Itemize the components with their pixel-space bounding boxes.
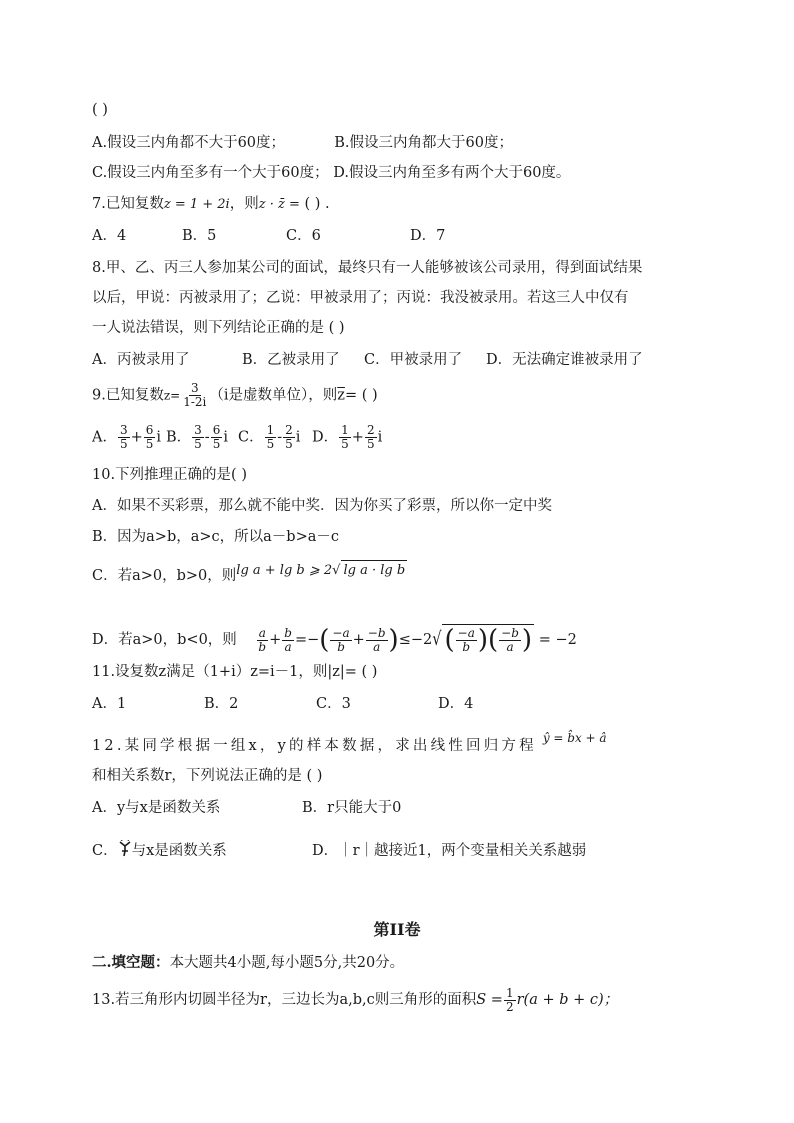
q7-options: [92, 226, 445, 246]
q9-option-b: [166, 424, 238, 451]
q8-option-a: A．丙被录用了: [92, 352, 190, 368]
q8-options: [92, 350, 643, 370]
q9-option-numerator: 1: [341, 423, 349, 437]
fill-in-heading-label: 二.填空题：: [92, 954, 170, 971]
q6-option-a: A.假设三内角都不大于60度；: [92, 135, 286, 151]
q9-stem-text: 9.已知复数: [92, 387, 164, 404]
q12-line1: [92, 731, 607, 756]
q9-option-numerator: 3: [194, 423, 202, 437]
q9-option-numerator: 2: [366, 423, 375, 437]
q7-stem-text: 7.已知复数: [92, 196, 164, 212]
q12-options-row2: [92, 840, 586, 861]
q11-option-c: C．3: [316, 696, 351, 712]
q10-option-a: A．如果不买彩票，那么就不能中奖．因为你买了彩票，所以你一定中奖: [92, 498, 552, 514]
q13-area-formula: r(a + b + c)；: [516, 992, 619, 1008]
q9-option-label: B．: [166, 429, 192, 446]
q8-line1: 8.甲、乙、丙三人参加某公司的面试，最终只有一人能够被该公司录用，得到面试结果: [92, 260, 643, 276]
q10-option-c-radicand: lg a · lg b: [341, 560, 407, 581]
q6-options-row1: [92, 133, 513, 153]
q6-option-b: B.假设三内角都大于60度；: [334, 135, 513, 151]
q9-option-label: C．: [238, 429, 264, 446]
q11-option-d: D．4: [438, 696, 474, 712]
q9-option-imaginary-unit: i: [295, 429, 301, 446]
q9-option-operator: -: [204, 429, 210, 446]
q10-option-c-text: C．若a>0，b>0，则: [92, 568, 237, 584]
q12-option-d: D．｜r｜越接近1，两个变量相关关系越弱: [312, 843, 587, 859]
q8-line3: 一人说法错误，则下列结论正确的是 ( ): [92, 320, 345, 336]
q9-fraction: [181, 382, 208, 409]
q10-option-b: B．因为a>b，a>c，所以a－b>a－c: [92, 529, 339, 545]
q10-option-d: [92, 624, 577, 654]
q9-option-c: [238, 424, 312, 451]
q12-regression-equation: ŷ = b̂x + â: [542, 731, 607, 745]
q9-z-eq: z=: [163, 388, 181, 403]
q12-options-row1: [92, 798, 401, 818]
q9-option-numerator: 2: [285, 423, 293, 437]
q9-option-denominator: 5: [341, 437, 349, 451]
q9-option-operator: +: [351, 429, 364, 446]
q9-stem-mid: （i是虚数单位），则: [209, 387, 338, 404]
q9-option-imaginary-unit: i: [156, 429, 162, 446]
q9-answer-paren: = ( ): [344, 387, 378, 404]
q11-stem: 11.设复数z满足（1+i）z=i－1，则|z|= ( ): [92, 664, 378, 680]
q11-option-a: A．1: [92, 696, 127, 712]
q9-stem: [92, 382, 378, 409]
q12-stem-text: 12.某同学根据一组x，y的样本数据，求出线性回归方程: [92, 738, 537, 754]
q9-option-operator: +: [130, 429, 143, 446]
q10-option-d-tail: = −2: [538, 632, 577, 648]
fill-in-heading-text: 本大题共4小题,每小题5分,共20分。: [169, 955, 405, 971]
q8-option-d: D．无法确定谁被录用了: [486, 352, 643, 368]
q7-option-d: D．7: [410, 228, 446, 244]
q8-line2: 以后，甲说：丙被录用了；乙说：甲被录用了；丙说：我没被录用。若这三人中仅有: [92, 290, 629, 306]
q9-option-denominator: 5: [194, 437, 202, 451]
q12-option-c-label: C．: [92, 843, 118, 859]
q13-stem: [92, 985, 618, 1015]
q10-option-c-math: lg a + lg b ⩾ 2: [236, 563, 333, 578]
q7-option-b: B．5: [182, 228, 217, 244]
q13-half-denominator: 2: [505, 999, 514, 1014]
q6-answer-paren: ( ): [92, 102, 108, 118]
q9-option-a: [92, 424, 166, 451]
q9-option-label: D．: [312, 429, 339, 446]
sqrt-sign-icon: √: [332, 563, 341, 578]
q7-option-a: A．4: [92, 228, 127, 244]
q9-option-label: A．: [92, 429, 117, 446]
q7-answer-paren: ( ) .: [304, 196, 330, 212]
q10-stem: 10.下列推理正确的是( ): [92, 467, 247, 483]
q12-option-a: A．y与x是函数关系: [92, 800, 221, 816]
q9-option-imaginary-unit: i: [223, 429, 228, 446]
q7-stem-mid: ，则: [229, 196, 259, 212]
q9-option-imaginary-unit: i: [377, 429, 383, 446]
q9-option-operator: -: [277, 429, 283, 446]
q13-stem-text: 13.若三角形内切圆半径为r，三边长为a,b,c则三角形的面积: [92, 992, 477, 1008]
q9-option-denominator: 5: [285, 437, 293, 451]
q9-option-numerator: 1: [266, 423, 275, 437]
q9-option-numerator: 3: [119, 423, 128, 437]
q6-option-d: D.假设三内角至多有两个大于60度。: [333, 165, 571, 181]
q7-option-c: C．6: [286, 228, 321, 244]
q7-z-expression: z = 1 + 2i: [163, 197, 230, 212]
q9-fraction-numerator: 3: [191, 381, 199, 395]
q10-option-d-formula: $\frac{a}{b}$ + $\frac{b}{a}$ =−( $\frac{-a}{b}$ + $\frac{-b}{a}$ )≤−2√ ( $\frac{-a}{b}$ )( $\frac{-b}{a}$ ): [258, 625, 533, 655]
q12-option-c: [92, 840, 312, 861]
q13-area-symbol: S =: [476, 992, 503, 1008]
q12-line2: 和相关系数r，下列说法正确的是 ( ): [92, 768, 323, 784]
q9-option-numerator: 6: [145, 423, 154, 437]
q7-stem: [92, 194, 330, 215]
q6-option-c: C.假设三内角至多有一个大于60度；: [92, 165, 329, 181]
q13-half-numerator: 1: [505, 985, 514, 1000]
fill-in-heading: [92, 953, 404, 973]
q9-option-denominator: 5: [212, 437, 221, 451]
q9-option-numerator: 6: [212, 423, 221, 437]
q9-option-denominator: 5: [266, 437, 275, 451]
q9-options: [92, 424, 382, 451]
q12-option-b: B．r只能大于0: [302, 800, 402, 816]
q9-option-denominator: 5: [145, 437, 154, 451]
q10-option-c: [92, 563, 407, 587]
q6-options-row2: [92, 163, 570, 183]
yhat-symbol-icon: [118, 840, 132, 856]
q13-half-fraction: [504, 987, 516, 1014]
q9-option-denominator: 5: [366, 437, 375, 451]
q9-option-denominator: 5: [119, 437, 128, 451]
q11-options: [92, 694, 473, 714]
q11-option-b: B．2: [204, 696, 239, 712]
q12-option-c-text: 与x是函数关系: [131, 843, 227, 859]
q9-fraction-denominator: 1-2i: [183, 395, 207, 409]
q8-option-b: B．乙被录用了: [242, 352, 340, 368]
section-title: 第II卷: [373, 920, 421, 939]
q10-option-d-text: D．若a>0，b<0，则: [92, 632, 237, 648]
q7-product-expression: z · z̄ =: [258, 197, 300, 212]
q8-option-c: C．甲被录用了: [364, 352, 463, 368]
q9-zbar: $\overline{z}$: [337, 387, 345, 404]
q9-option-d: [312, 424, 382, 451]
